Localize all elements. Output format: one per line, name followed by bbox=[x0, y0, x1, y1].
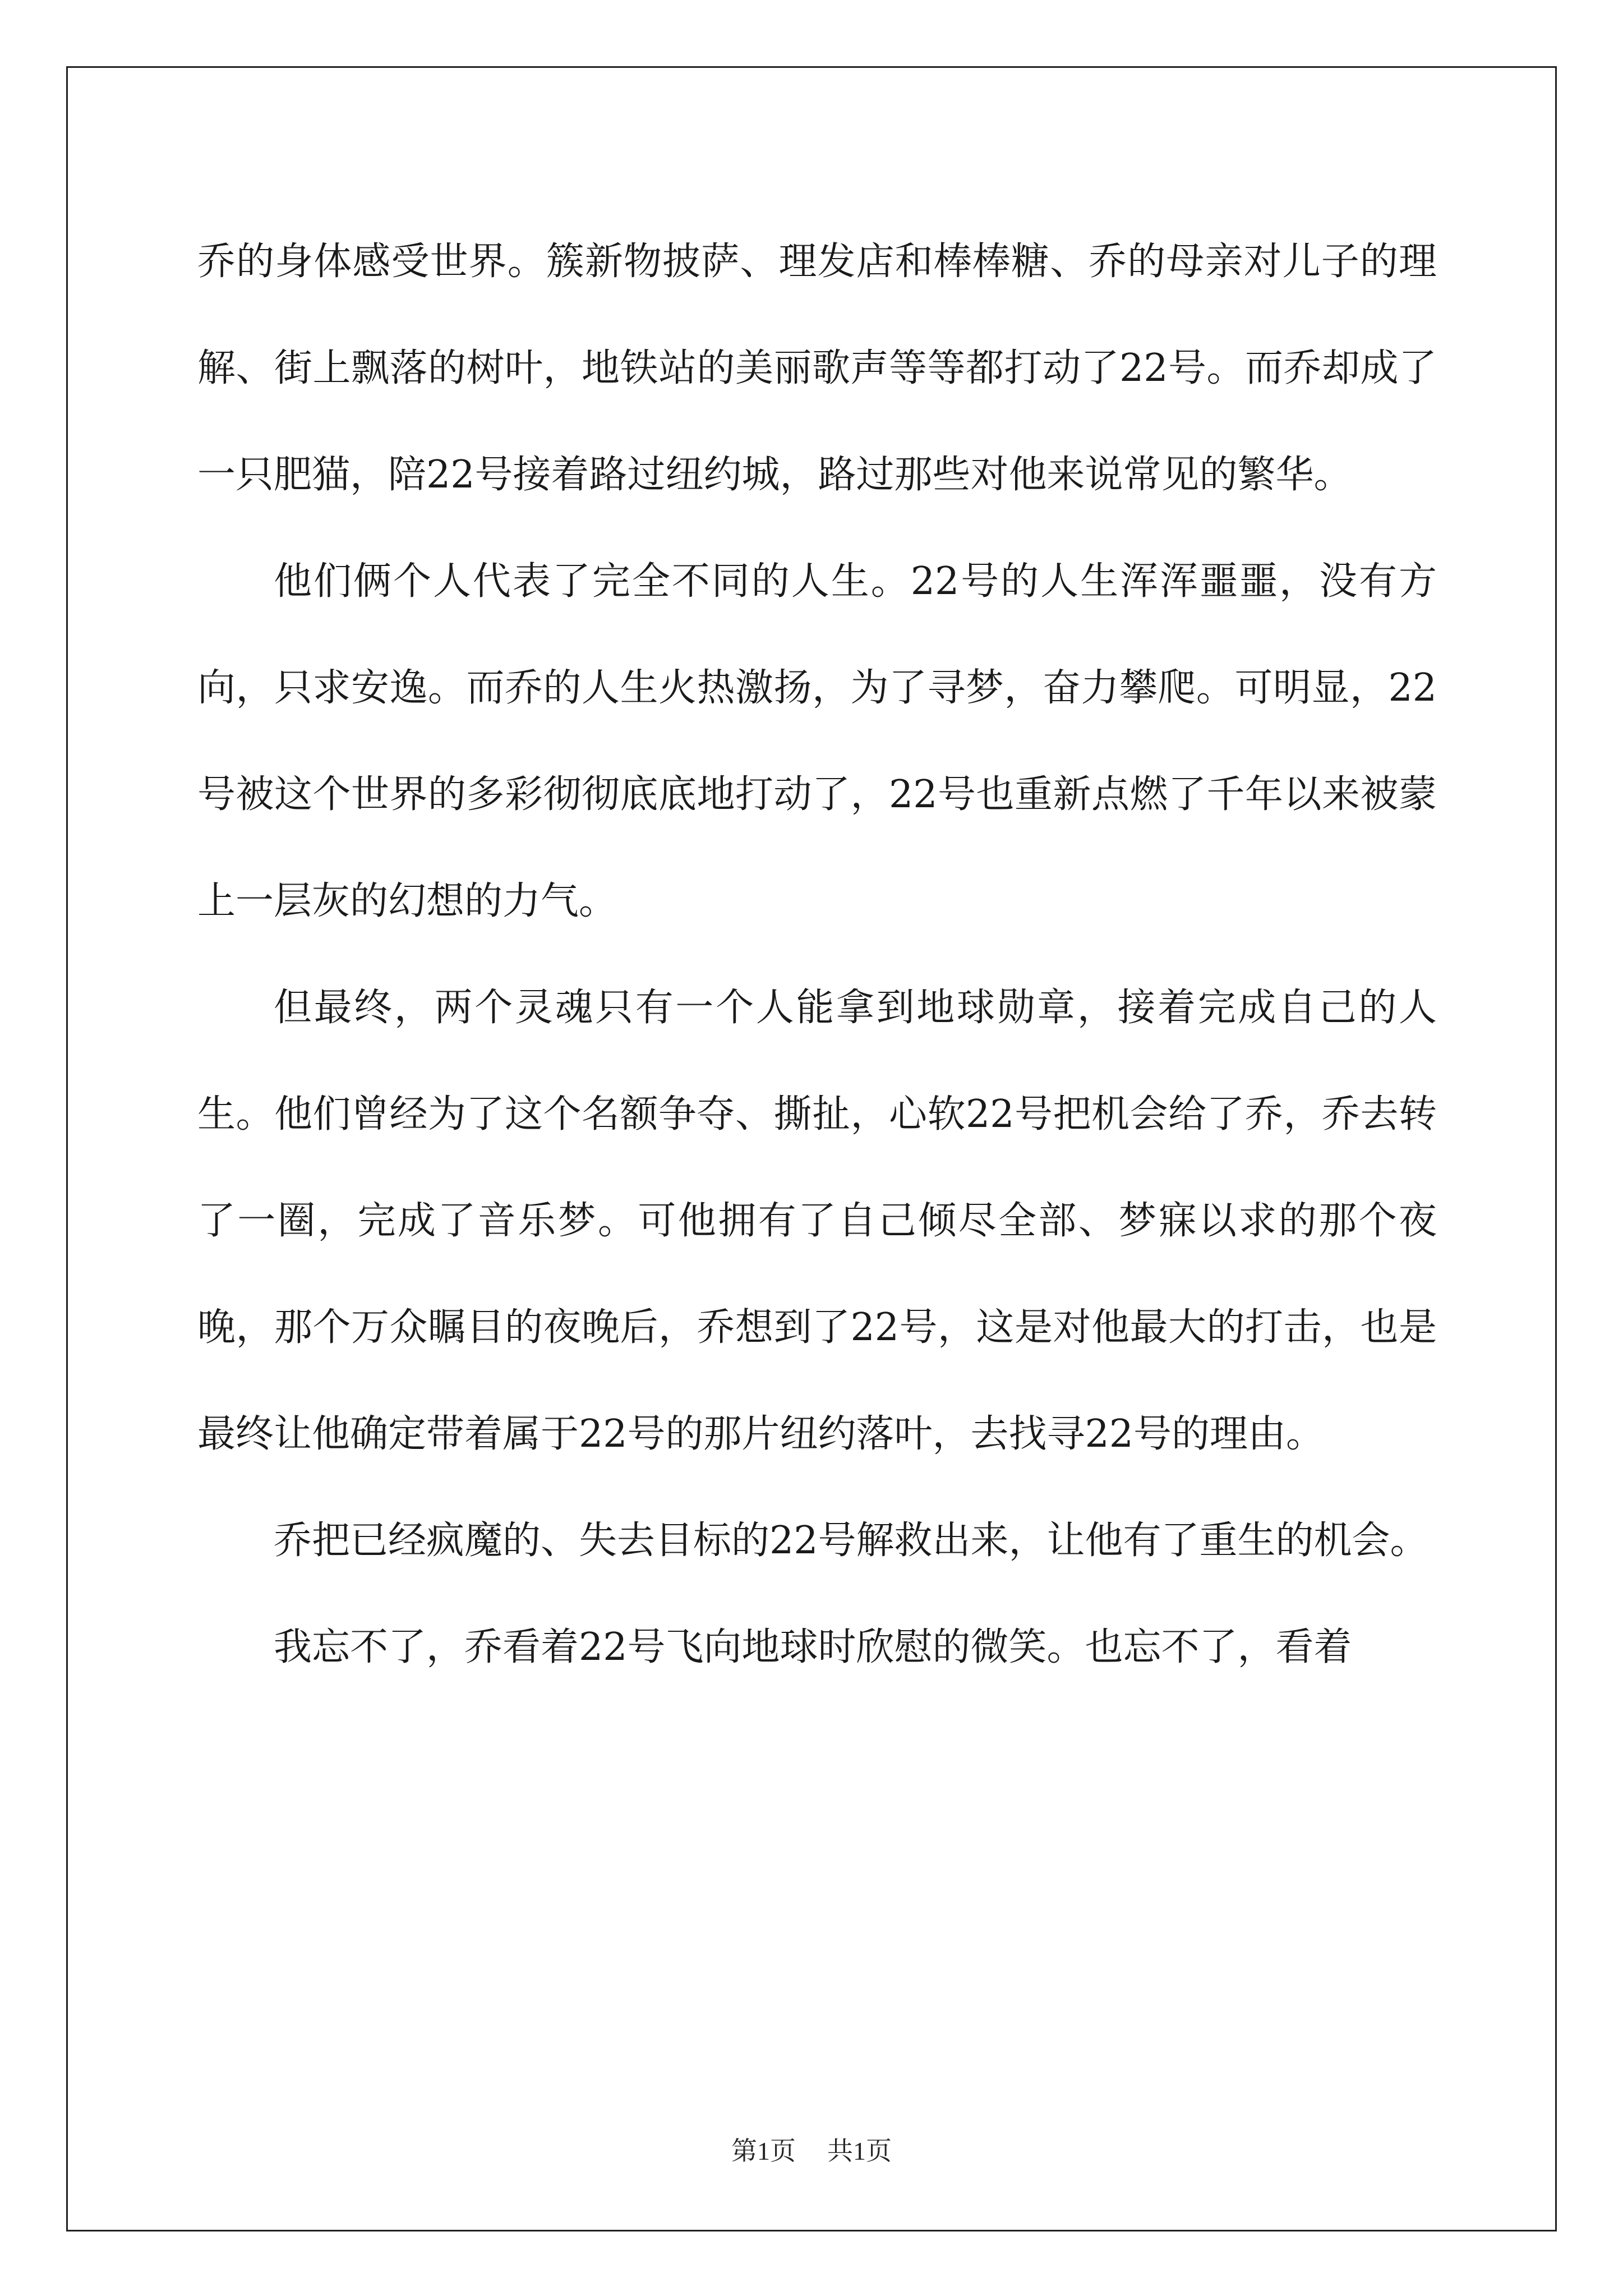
page-total: 共1页 bbox=[827, 2137, 892, 2165]
paragraph: 乔的身体感受世界。簇新物披萨、理发店和棒棒糖、乔的母亲对儿子的理解、街上飘落的树叶，地铁站的美丽歌声等等都打动了22号。而乔却成了一只肥猫，陪22号接着路过纽约城，路过那些对他来说常见的繁华。 bbox=[197, 240, 1437, 497]
document-body bbox=[197, 209, 1437, 1701]
page-footer bbox=[0, 2131, 1623, 2168]
page-number: 第1页 bbox=[731, 2137, 796, 2165]
paragraph: 乔把已经疯魔的、失去目标的22号解救出来，让他有了重生的机会。 bbox=[274, 1519, 1428, 1563]
paragraph: 他们俩个人代表了完全不同的人生。22号的人生浑浑噩噩，没有方向，只求安逸。而乔的人生火热激扬，为了寻梦，奋力攀爬。可明显，22号被这个世界的多彩彻彻底底地打动了，22号也重新点燃了千年以来被蒙上一层灰的幻想的力气。 bbox=[197, 559, 1437, 923]
paragraph: 我忘不了，乔看着22号飞向地球时欣慰的微笑。也忘不了，看着 bbox=[274, 1625, 1352, 1669]
paragraph: 但最终，两个灵魂只有一个人能拿到地球勋章，接着完成自己的人生。他们曾经为了这个名额争夺、撕扯，心软22号把机会给了乔，乔去转了一圈，完成了音乐梦。可他拥有了自己倾尽全部、梦寐以求的那个夜晚，那个万众瞩目的夜晚后，乔想到了22号，这是对他最大的打击，也是最终让他确定带着属于22号的那片纽约落叶，去找寻22号的理由。 bbox=[197, 986, 1437, 1456]
